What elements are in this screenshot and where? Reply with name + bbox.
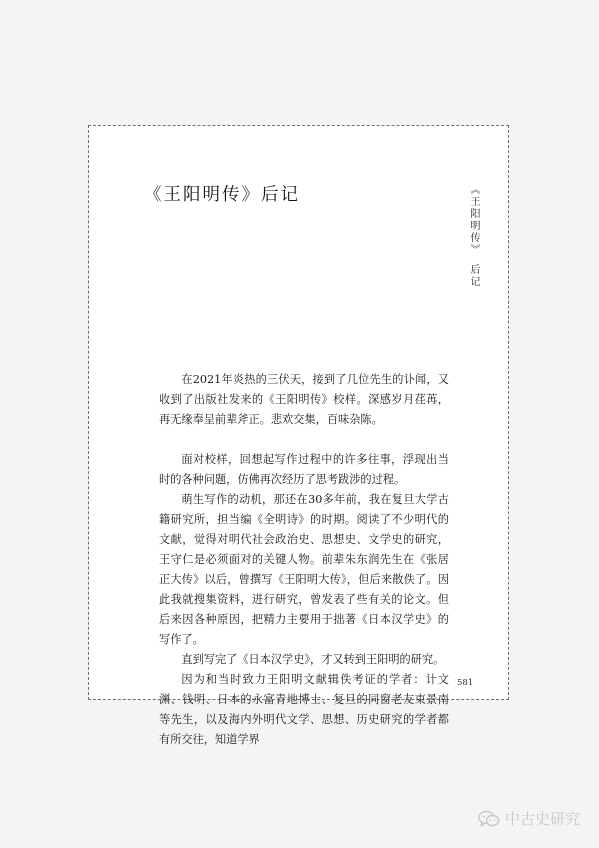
paragraph: 在2021年炎热的三伏天，接到了几位先生的讣闻，又收到了出版社发来的《王阳明传》校样。深感岁月荏苒，再无缘奉呈前辈斧正。悲欢交集，百味杂陈。: [159, 373, 449, 426]
paragraph: 萌生写作的动机，那还在30多年前，我在复旦大学古籍研究所，担当编《全明诗》的时期。阅读了不少明代的文献，觉得对明代社会政治史、思想史、文学史的研究，王守仁是必须面对的关键人物。前辈朱东润先生在《张居正大传》以后，曾撰写《王阳明大传》，但后来散佚了。因此我就搜集资料，进行研究，曾发表了些有关的论文。但后来因各种原因，把精力主要用于拙著《日本汉学史》的写作了。: [159, 493, 449, 646]
paragraph: 面对校样，回想起写作过程中的许多往事，浮现出当时的各种问题，仿佛再次经历了思考跋涉的过程。: [159, 453, 449, 486]
watermark: [478, 808, 580, 829]
running-head-book-title: 《王阳明传》: [468, 184, 479, 256]
wechat-icon: [478, 810, 500, 828]
body-text: [159, 370, 449, 750]
running-head-section: 后记: [468, 264, 479, 288]
page-number: 581: [457, 678, 474, 688]
paragraph: 因为和当时致力王阳明文献辑佚考证的学者：计文渊、钱明、日本的永富青地博士、复旦的同窗老友束景南等先生，以及海内外明代文学、思想、历史研究的学者都有所交往，知道学界: [159, 673, 449, 746]
page-title: 《王阳明传》后记: [144, 185, 300, 205]
running-head: [466, 184, 481, 288]
watermark-text: 中古史研究: [505, 810, 581, 828]
paragraph: 直到写完了《日本汉学史》，才又转到王阳明的研究。: [181, 653, 445, 666]
book-page: [88, 125, 509, 746]
